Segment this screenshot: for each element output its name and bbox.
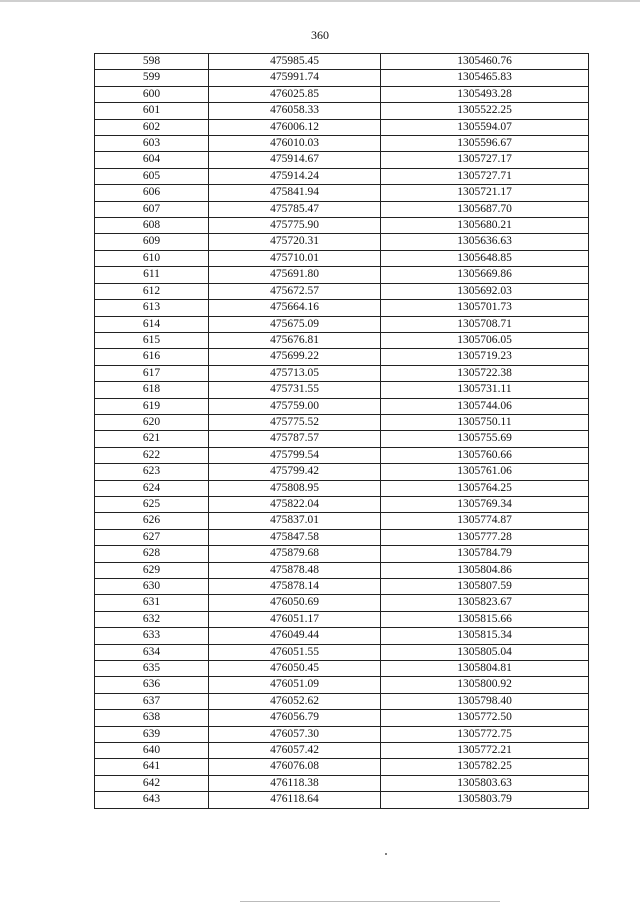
y-coordinate-cell: 1305807.59	[381, 579, 589, 595]
y-coordinate-cell: 1305692.03	[381, 283, 589, 299]
x-coordinate-cell: 475914.67	[209, 152, 381, 168]
y-coordinate-cell: 1305493.28	[381, 86, 589, 102]
x-coordinate-cell: 475879.68	[209, 546, 381, 562]
y-coordinate-cell: 1305772.75	[381, 726, 589, 742]
point-number-cell: 608	[95, 218, 209, 234]
point-number-cell: 624	[95, 480, 209, 496]
table-row	[95, 414, 589, 430]
x-coordinate-cell: 475785.47	[209, 201, 381, 217]
point-number-cell: 636	[95, 677, 209, 693]
y-coordinate-cell: 1305764.25	[381, 480, 589, 496]
y-coordinate-cell: 1305701.73	[381, 300, 589, 316]
x-coordinate-cell: 476006.12	[209, 119, 381, 135]
y-coordinate-cell: 1305815.34	[381, 628, 589, 644]
point-number-cell: 641	[95, 759, 209, 775]
y-coordinate-cell: 1305777.28	[381, 529, 589, 545]
table-row	[95, 529, 589, 545]
point-number-cell: 634	[95, 644, 209, 660]
table-row	[95, 70, 589, 86]
point-number-cell: 615	[95, 332, 209, 348]
table-row	[95, 710, 589, 726]
x-coordinate-cell: 475731.55	[209, 382, 381, 398]
point-number-cell: 643	[95, 792, 209, 808]
x-coordinate-cell: 475991.74	[209, 70, 381, 86]
point-number-cell: 620	[95, 414, 209, 430]
point-number-cell: 630	[95, 579, 209, 595]
y-coordinate-cell: 1305594.07	[381, 119, 589, 135]
point-number-cell: 635	[95, 661, 209, 677]
y-coordinate-cell: 1305774.87	[381, 513, 589, 529]
y-coordinate-cell: 1305772.21	[381, 743, 589, 759]
table-row	[95, 447, 589, 463]
table-row	[95, 136, 589, 152]
y-coordinate-cell: 1305669.86	[381, 267, 589, 283]
x-coordinate-cell: 475799.54	[209, 447, 381, 463]
y-coordinate-cell: 1305784.79	[381, 546, 589, 562]
y-coordinate-cell: 1305798.40	[381, 693, 589, 709]
table-row	[95, 365, 589, 381]
y-coordinate-cell: 1305760.66	[381, 447, 589, 463]
y-coordinate-cell: 1305722.38	[381, 365, 589, 381]
y-coordinate-cell: 1305815.66	[381, 611, 589, 627]
y-coordinate-cell: 1305706.05	[381, 332, 589, 348]
point-number-cell: 613	[95, 300, 209, 316]
x-coordinate-cell: 475664.16	[209, 300, 381, 316]
table-row	[95, 103, 589, 119]
point-number-cell: 604	[95, 152, 209, 168]
point-number-cell: 628	[95, 546, 209, 562]
x-coordinate-cell: 476050.45	[209, 661, 381, 677]
table-row	[95, 644, 589, 660]
x-coordinate-cell: 475775.52	[209, 414, 381, 430]
y-coordinate-cell: 1305804.81	[381, 661, 589, 677]
x-coordinate-cell: 475808.95	[209, 480, 381, 496]
point-number-cell: 616	[95, 349, 209, 365]
x-coordinate-cell: 475841.94	[209, 185, 381, 201]
point-number-cell: 621	[95, 431, 209, 447]
point-number-cell: 629	[95, 562, 209, 578]
point-number-cell: 602	[95, 119, 209, 135]
x-coordinate-cell: 475676.81	[209, 332, 381, 348]
table-row	[95, 201, 589, 217]
x-coordinate-cell: 476076.08	[209, 759, 381, 775]
point-number-cell: 637	[95, 693, 209, 709]
y-coordinate-cell: 1305465.83	[381, 70, 589, 86]
x-coordinate-cell: 475985.45	[209, 54, 381, 70]
point-number-cell: 605	[95, 168, 209, 184]
x-coordinate-cell: 475775.90	[209, 218, 381, 234]
table-row	[95, 316, 589, 332]
x-coordinate-cell: 476051.09	[209, 677, 381, 693]
point-number-cell: 623	[95, 464, 209, 480]
point-number-cell: 598	[95, 54, 209, 70]
point-number-cell: 606	[95, 185, 209, 201]
y-coordinate-cell: 1305687.70	[381, 201, 589, 217]
table-row	[95, 431, 589, 447]
x-coordinate-cell: 475699.22	[209, 349, 381, 365]
x-coordinate-cell: 475914.24	[209, 168, 381, 184]
point-number-cell: 601	[95, 103, 209, 119]
point-number-cell: 612	[95, 283, 209, 299]
point-number-cell: 639	[95, 726, 209, 742]
y-coordinate-cell: 1305727.17	[381, 152, 589, 168]
table-row	[95, 168, 589, 184]
table-row	[95, 464, 589, 480]
table-row	[95, 480, 589, 496]
coordinate-table-body	[95, 54, 589, 809]
x-coordinate-cell: 475878.14	[209, 579, 381, 595]
x-coordinate-cell: 475878.48	[209, 562, 381, 578]
y-coordinate-cell: 1305804.86	[381, 562, 589, 578]
table-row	[95, 726, 589, 742]
point-number-cell: 614	[95, 316, 209, 332]
y-coordinate-cell: 1305460.76	[381, 54, 589, 70]
point-number-cell: 599	[95, 70, 209, 86]
table-row	[95, 250, 589, 266]
point-number-cell: 607	[95, 201, 209, 217]
table-row	[95, 759, 589, 775]
table-row	[95, 349, 589, 365]
table-row	[95, 661, 589, 677]
y-coordinate-cell: 1305800.92	[381, 677, 589, 693]
point-number-cell: 640	[95, 743, 209, 759]
table-row	[95, 382, 589, 398]
point-number-cell: 642	[95, 775, 209, 791]
point-number-cell: 625	[95, 496, 209, 512]
x-coordinate-cell: 475847.58	[209, 529, 381, 545]
table-row	[95, 496, 589, 512]
page-number: 360	[311, 28, 329, 42]
point-number-cell: 610	[95, 250, 209, 266]
x-coordinate-cell: 475710.01	[209, 250, 381, 266]
x-coordinate-cell: 475713.05	[209, 365, 381, 381]
x-coordinate-cell: 475720.31	[209, 234, 381, 250]
table-row	[95, 628, 589, 644]
point-number-cell: 632	[95, 611, 209, 627]
x-coordinate-cell: 476058.33	[209, 103, 381, 119]
point-number-cell: 603	[95, 136, 209, 152]
scan-speck	[385, 853, 387, 855]
table-row	[95, 595, 589, 611]
x-coordinate-cell: 476051.17	[209, 611, 381, 627]
table-row	[95, 693, 589, 709]
table-row	[95, 398, 589, 414]
table-row	[95, 792, 589, 808]
x-coordinate-cell: 476052.62	[209, 693, 381, 709]
table-row	[95, 267, 589, 283]
x-coordinate-cell: 475672.57	[209, 283, 381, 299]
table-row	[95, 54, 589, 70]
y-coordinate-cell: 1305761.06	[381, 464, 589, 480]
table-row	[95, 743, 589, 759]
point-number-cell: 626	[95, 513, 209, 529]
table-row	[95, 300, 589, 316]
table-row	[95, 185, 589, 201]
table-row	[95, 119, 589, 135]
y-coordinate-cell: 1305744.06	[381, 398, 589, 414]
table-row	[95, 546, 589, 562]
point-number-cell: 627	[95, 529, 209, 545]
x-coordinate-cell: 476025.85	[209, 86, 381, 102]
point-number-cell: 622	[95, 447, 209, 463]
point-number-cell: 631	[95, 595, 209, 611]
table-row	[95, 218, 589, 234]
y-coordinate-cell: 1305636.63	[381, 234, 589, 250]
point-number-cell: 619	[95, 398, 209, 414]
y-coordinate-cell: 1305782.25	[381, 759, 589, 775]
table-row	[95, 513, 589, 529]
y-coordinate-cell: 1305731.11	[381, 382, 589, 398]
y-coordinate-cell: 1305596.67	[381, 136, 589, 152]
x-coordinate-cell: 475759.00	[209, 398, 381, 414]
y-coordinate-cell: 1305769.34	[381, 496, 589, 512]
table-row	[95, 775, 589, 791]
y-coordinate-cell: 1305522.25	[381, 103, 589, 119]
x-coordinate-cell: 475691.80	[209, 267, 381, 283]
x-coordinate-cell: 476049.44	[209, 628, 381, 644]
point-number-cell: 638	[95, 710, 209, 726]
point-number-cell: 617	[95, 365, 209, 381]
x-coordinate-cell: 476057.42	[209, 743, 381, 759]
x-coordinate-cell: 475675.09	[209, 316, 381, 332]
y-coordinate-cell: 1305803.63	[381, 775, 589, 791]
page-top-edge	[0, 0, 640, 2]
x-coordinate-cell: 476118.64	[209, 792, 381, 808]
coordinate-table	[94, 53, 589, 809]
y-coordinate-cell: 1305727.71	[381, 168, 589, 184]
y-coordinate-cell: 1305803.79	[381, 792, 589, 808]
x-coordinate-cell: 475822.04	[209, 496, 381, 512]
y-coordinate-cell: 1305719.23	[381, 349, 589, 365]
x-coordinate-cell: 475799.42	[209, 464, 381, 480]
table-row	[95, 332, 589, 348]
point-number-cell: 611	[95, 267, 209, 283]
x-coordinate-cell: 476056.79	[209, 710, 381, 726]
point-number-cell: 609	[95, 234, 209, 250]
x-coordinate-cell: 476057.30	[209, 726, 381, 742]
x-coordinate-cell: 476051.55	[209, 644, 381, 660]
x-coordinate-cell: 476050.69	[209, 595, 381, 611]
y-coordinate-cell: 1305648.85	[381, 250, 589, 266]
y-coordinate-cell: 1305823.67	[381, 595, 589, 611]
table-row	[95, 579, 589, 595]
y-coordinate-cell: 1305750.11	[381, 414, 589, 430]
table-row	[95, 562, 589, 578]
x-coordinate-cell: 475837.01	[209, 513, 381, 529]
y-coordinate-cell: 1305680.21	[381, 218, 589, 234]
y-coordinate-cell: 1305708.71	[381, 316, 589, 332]
table-row	[95, 677, 589, 693]
table-row	[95, 152, 589, 168]
point-number-cell: 600	[95, 86, 209, 102]
table-row	[95, 611, 589, 627]
table-row	[95, 283, 589, 299]
table-row	[95, 86, 589, 102]
point-number-cell: 618	[95, 382, 209, 398]
y-coordinate-cell: 1305805.04	[381, 644, 589, 660]
y-coordinate-cell: 1305755.69	[381, 431, 589, 447]
y-coordinate-cell: 1305772.50	[381, 710, 589, 726]
point-number-cell: 633	[95, 628, 209, 644]
x-coordinate-cell: 476010.03	[209, 136, 381, 152]
table-row	[95, 234, 589, 250]
y-coordinate-cell: 1305721.17	[381, 185, 589, 201]
x-coordinate-cell: 476118.38	[209, 775, 381, 791]
page-bottom-edge	[240, 901, 500, 902]
x-coordinate-cell: 475787.57	[209, 431, 381, 447]
